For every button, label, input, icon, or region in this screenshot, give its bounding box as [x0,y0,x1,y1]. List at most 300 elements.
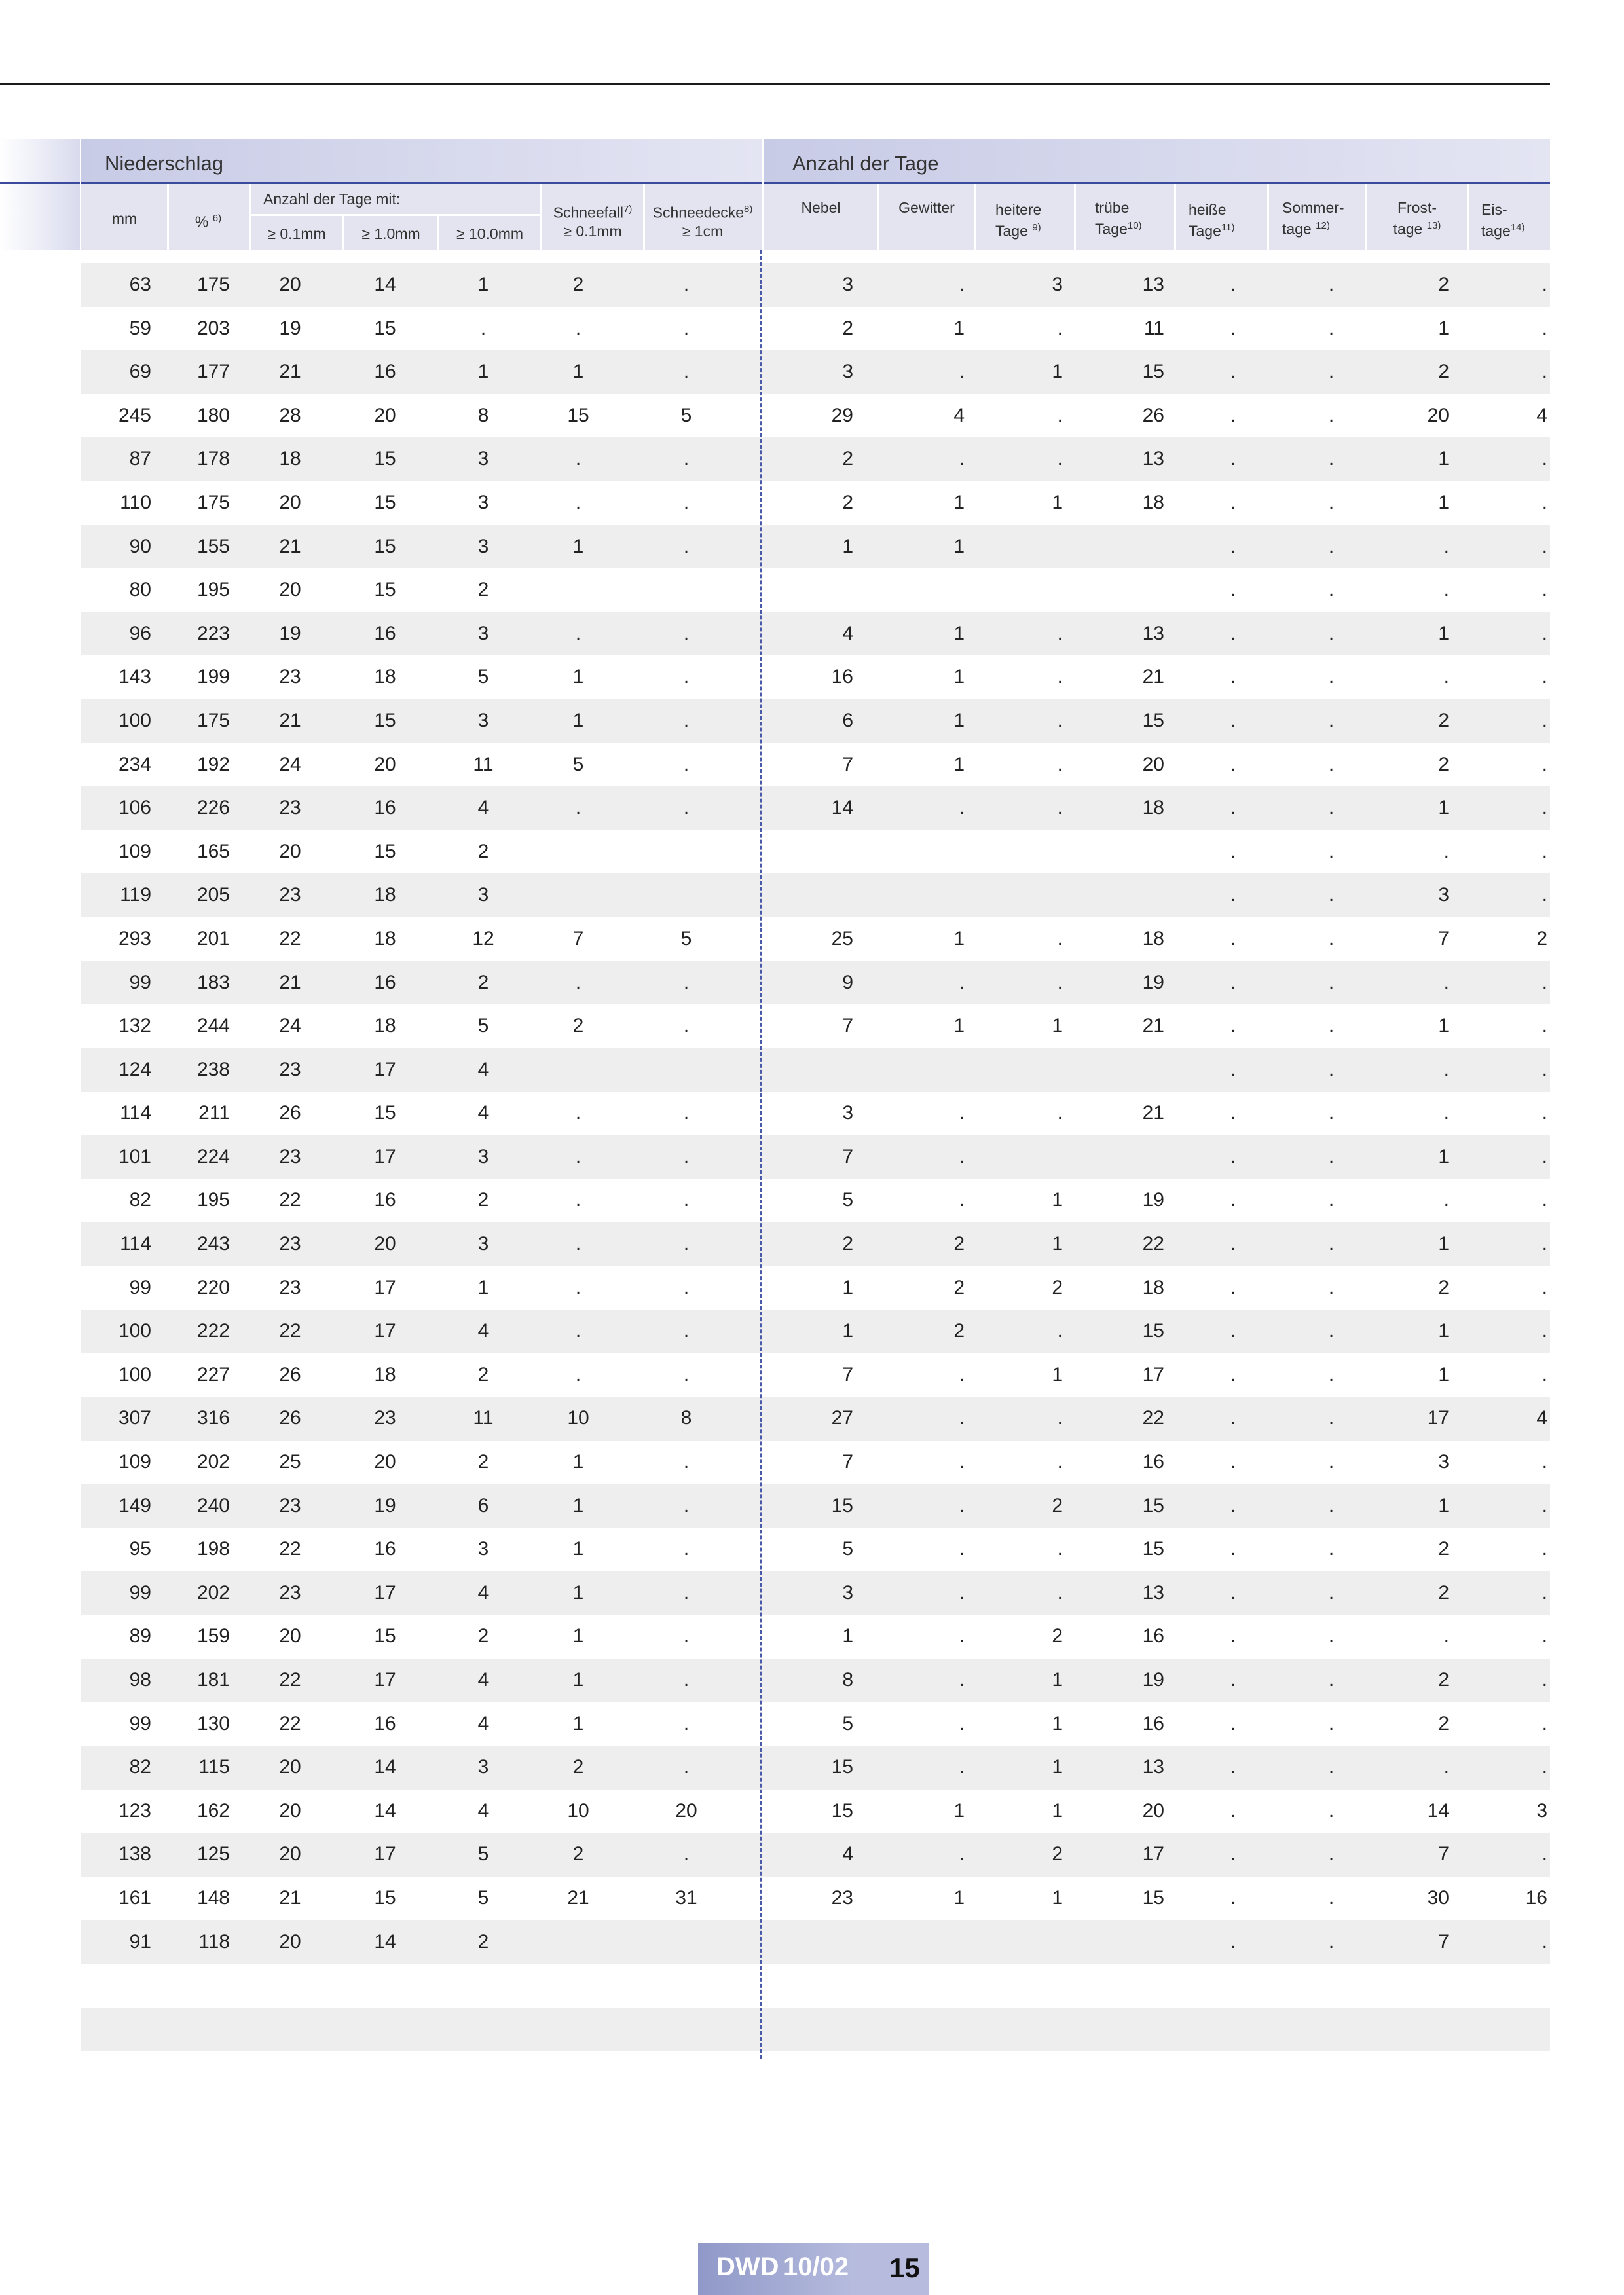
table-cell: 1 [1438,1363,1449,1386]
table-cell [1017,1964,1063,2008]
table-cell: 18 [279,448,301,470]
table-cell [264,1964,316,2008]
table-cell: 2 [1438,709,1449,731]
table-cell: . [1541,884,1547,906]
table-cell: 17 [1142,1843,1164,1865]
table-cell: . [1541,1102,1547,1124]
table-cell: 16 [374,971,396,993]
table-cell: . [1541,1015,1547,1037]
col-sep [1467,184,1469,250]
table-cell: 31 [675,1886,697,1909]
table-cell [552,2008,604,2051]
table-cell: . [1541,317,1547,339]
table-cell: . [683,971,690,993]
table-cell: . [1230,1669,1236,1691]
table-cell: 1 [1052,1669,1063,1691]
table-cell: 20 [279,840,301,862]
table-row [81,1004,1550,1048]
table-cell [1017,525,1063,569]
table-cell [660,2008,712,2051]
table-cell: 1 [1438,1233,1449,1255]
table-row [81,743,1550,787]
table-cell: . [1541,1276,1547,1298]
table-cell: . [1230,622,1236,644]
table-cell: . [1541,1843,1547,1865]
table-cell [919,1048,965,1092]
table-cell: 16 [374,1189,396,1211]
table-row [81,1441,1550,1484]
table-cell: 20 [1142,753,1164,775]
table-cell: . [1057,1451,1063,1473]
table-cell: 22 [279,1712,301,1735]
table-cell: 100 [118,1363,151,1386]
table-cell: 2 [1438,1712,1449,1735]
table-cell [552,830,604,874]
col-header-days-with: Anzahl der Tage mit: [263,191,401,208]
table-cell [81,2008,151,2051]
table-cell: 238 [196,1058,230,1080]
table-cell: 2 [572,1015,584,1037]
table-cell: . [959,1145,965,1167]
table-cell: 2 [477,1189,489,1211]
table-cell: 110 [120,491,151,513]
table-cell: . [1541,361,1547,383]
table-cell: . [959,361,965,383]
table-cell: . [1443,971,1449,993]
table-cell: 125 [196,1843,230,1865]
table-cell: 15 [831,1494,853,1516]
table-cell: 198 [196,1538,230,1560]
table-cell: . [1057,753,1063,775]
table-cell: . [1443,1189,1449,1211]
table-cell [172,1964,230,2008]
table-cell: 17 [374,1145,396,1167]
table-cell: . [1328,622,1335,644]
table-cell [800,830,853,874]
table-cell [264,2008,316,2051]
section-title-days: Anzahl der Tage [792,152,939,175]
table-cell: . [1230,1799,1236,1822]
table-cell: 2 [477,971,489,993]
table-cell: . [1057,709,1063,731]
table-cell: 7 [1438,1930,1449,1953]
table-row [81,1048,1550,1092]
table-row [81,699,1550,743]
table-cell: 175 [196,491,230,513]
table-cell: 21 [1142,1015,1164,1037]
table-cell: 1 [572,1451,584,1473]
table-row [81,1397,1550,1441]
table-cell: . [683,1102,690,1124]
table-cell: . [683,1145,690,1167]
table-cell: 19 [279,622,301,644]
footer-issue: 10/02 [783,2252,849,2281]
col-header-percent: % $^{6)}$ [194,213,222,230]
table-cell: 15 [831,1756,853,1778]
table-cell: . [1230,404,1236,426]
table-row [81,873,1550,917]
table-cell: 13 [1142,1581,1164,1604]
table-cell: 22 [279,927,301,949]
table-row [81,1266,1550,1310]
table-cell: 22 [279,1669,301,1691]
table-cell: 2 [477,840,489,862]
table-cell: 1 [842,1276,853,1298]
table-cell: 16 [374,1712,396,1735]
table-cell [1017,2008,1063,2051]
table-cell: . [1328,1799,1335,1822]
table-cell: . [683,361,690,383]
table-cell: 165 [196,840,230,862]
table-cell: . [1328,1843,1335,1865]
table-cell: 2 [1052,1494,1063,1516]
table-cell: 22 [279,1189,301,1211]
table-cell: 1 [1052,1233,1063,1255]
table-cell: 178 [196,448,230,470]
table-cell: 1 [1438,1145,1449,1167]
table-cell [1305,2008,1357,2051]
table-cell: 109 [118,840,151,862]
table-row [81,394,1550,438]
table-cell [552,873,604,917]
table-cell: 224 [196,1145,230,1167]
table-cell [1017,1048,1063,1092]
table-cell: 3 [477,622,489,644]
table-cell: 11 [1143,317,1164,339]
table-cell: 4 [1536,1407,1547,1429]
table-cell: . [575,1145,581,1167]
table-cell: . [1541,1233,1547,1255]
table-cell: 82 [129,1756,151,1778]
table-cell: 5 [680,404,692,426]
table-cell: 18 [374,1363,396,1386]
table-cell: 99 [129,971,151,993]
table-cell: . [1328,971,1335,993]
table-cell: 69 [129,361,151,383]
table-cell: 1 [1052,491,1063,513]
table-cell: 25 [831,927,853,949]
table-cell: 26 [279,1102,301,1124]
table-cell: 17 [374,1843,396,1865]
table-cell: 14 [831,797,853,819]
table-cell: . [1328,448,1335,470]
table-cell: 109 [118,1451,151,1473]
table-cell: 8 [680,1407,692,1429]
col-sep [167,184,169,250]
table-cell: 16 [374,1538,396,1560]
table-cell: . [1541,579,1547,601]
table-row [81,612,1550,656]
table-cell: . [683,1451,690,1473]
table-cell: 15 [831,1799,853,1822]
table-cell: 1 [1052,1799,1063,1822]
table-cell: 21 [279,535,301,557]
row-sep [249,214,540,216]
table-cell: . [1541,1189,1547,1211]
table-row [81,655,1550,699]
table-cell: . [1230,1102,1236,1124]
col-header-nebel: Nebel [801,199,841,216]
table-cell [919,1920,965,1964]
table-cell: 5 [477,1843,489,1865]
table-cell [660,830,712,874]
table-cell: 175 [196,274,230,295]
table-cell: 118 [198,1930,230,1953]
table-cell: . [1541,1145,1547,1167]
table-cell: . [959,1712,965,1735]
table-cell: 16 [1142,1451,1164,1473]
table-cell: 222 [196,1320,230,1342]
table-cell: 28 [279,404,301,426]
table-cell: 20 [374,753,396,775]
table-cell: 13 [1142,1756,1164,1778]
table-cell: 3 [477,1538,489,1560]
table-cell: 23 [374,1407,396,1429]
table-cell: 18 [374,666,396,688]
table-cell: 19 [374,1494,396,1516]
table-cell: 16 [374,361,396,383]
footer-label: DWD [716,2252,779,2281]
table-cell [1017,568,1063,612]
col-header-frost: Frost- tage $^{13)}$ [1393,199,1441,238]
table-cell: 15 [374,1625,396,1647]
table-cell: . [959,1102,965,1124]
table-cell: . [683,274,690,295]
table-cell: . [1328,1712,1335,1735]
table-cell: . [1230,1363,1236,1386]
table-cell: . [1328,1756,1335,1778]
table-cell: 2 [1438,753,1449,775]
table-cell: 124 [118,1058,151,1080]
table-row [81,1964,1550,2008]
table-cell [552,568,604,612]
table-cell: . [575,1320,581,1342]
table-cell: . [1057,797,1063,819]
table-cell [660,1048,712,1092]
table-cell: 4 [477,797,489,819]
table-cell: 3 [842,1581,853,1604]
table-cell: . [1328,1145,1335,1167]
table-cell: . [1230,535,1236,557]
table-cell: . [1328,579,1335,601]
table-cell: 11 [473,1407,494,1429]
table-cell: . [1541,274,1547,295]
table-cell: . [1230,666,1236,688]
table-cell: 100 [118,709,151,731]
table-cell: 3 [1052,274,1063,295]
table-cell: 20 [374,1451,396,1473]
table-cell: . [1541,1756,1547,1778]
table-cell: 8 [842,1669,853,1691]
footer-page-number: 15 [889,2252,920,2283]
table-cell: 1 [1052,1189,1063,1211]
table-cell: 3 [1438,1451,1449,1473]
table-cell: . [1230,1625,1236,1647]
table-cell: 161 [118,1886,151,1909]
table-cell: . [1541,666,1547,688]
table-cell: . [1057,1581,1063,1604]
table-cell: . [1230,1145,1236,1167]
table-cell: . [1541,491,1547,513]
table-cell: 20 [279,1625,301,1647]
table-cell: 15 [1142,361,1164,383]
table-cell: 3 [477,1145,489,1167]
table-cell: 23 [279,1233,301,1255]
table-cell [800,568,853,612]
table-cell: 20 [1142,1799,1164,1822]
table-row [81,568,1550,612]
table-cell: 181 [196,1669,230,1691]
table-cell: . [1541,1538,1547,1560]
table-cell: . [683,1843,690,1865]
table-cell: 244 [196,1015,230,1037]
col-sep [974,184,976,250]
table-cell [919,873,965,917]
table-cell: 99 [129,1712,151,1735]
table-cell: 203 [196,317,230,339]
table-cell: . [683,1189,690,1211]
table-cell: . [1328,1233,1335,1255]
table-row [81,1746,1550,1790]
table-cell: 80 [129,579,151,601]
table-cell: 20 [279,1799,301,1822]
table-row [81,1920,1550,1964]
table-cell: 2 [477,579,489,601]
table-cell: 183 [196,971,230,993]
table-row [81,1571,1550,1615]
table-cell: 7 [842,1363,853,1386]
table-cell: 3 [842,1102,853,1124]
table-cell: 23 [279,884,301,906]
table-cell [1482,2008,1547,2051]
table-cell: 91 [129,1930,151,1953]
table-cell: . [1443,1625,1449,1647]
table-cell: . [1328,666,1335,688]
table-cell: 18 [374,1015,396,1037]
table-cell: 21 [1142,666,1164,688]
table-cell: 177 [196,361,230,383]
table-cell [457,2008,509,2051]
table-cell: 23 [279,797,301,819]
table-cell: . [1230,1320,1236,1342]
table-cell: 1 [572,1494,584,1516]
table-cell: 1 [572,535,584,557]
table-cell: 23 [279,1581,301,1604]
table-cell: 1 [953,491,965,513]
table-cell: 205 [196,884,230,906]
table-cell: 3 [842,274,853,295]
table-cell: 23 [279,1276,301,1298]
table-cell: 195 [196,579,230,601]
table-row [81,1790,1550,1833]
table-cell: . [1541,753,1547,775]
table-cell: 5 [477,1015,489,1037]
table-cell: . [1328,1930,1335,1953]
table-cell [919,2008,965,2051]
table-cell: 98 [129,1669,151,1691]
table-cell: 7 [842,1015,853,1037]
table-cell: 7 [572,927,584,949]
table-cell: 1 [1438,1494,1449,1516]
table-cell: . [1328,491,1335,513]
table-cell [1122,1964,1164,2008]
table-cell: 1 [477,274,489,295]
table-cell: . [1328,1669,1335,1691]
table-cell: 7 [1438,1843,1449,1865]
table-row [81,1659,1550,1702]
table-row [81,263,1550,307]
table-cell [660,568,712,612]
table-cell [356,2008,415,2051]
table-cell: 1 [953,927,965,949]
table-cell: 21 [279,361,301,383]
table-cell [919,568,965,612]
col-header-sommer: Sommer- tage $^{12)}$ [1282,199,1344,238]
table-cell: 24 [279,1015,301,1037]
table-cell: 13 [1142,274,1164,295]
table-cell: 149 [118,1494,151,1516]
col-header-eis: Eis- tage$^{14)}$ [1481,201,1525,240]
table-cell: . [1328,274,1335,295]
table-cell: 20 [279,491,301,513]
table-cell: 1 [1438,1320,1449,1342]
table-cell [1207,2008,1259,2051]
table-cell: . [1230,1015,1236,1037]
table-cell [81,1964,151,2008]
table-cell: 1 [572,361,584,383]
table-cell: . [683,1233,690,1255]
table-cell: . [1541,971,1547,993]
table-cell [1122,568,1164,612]
table-cell: 199 [196,666,230,688]
table-cell: 1 [572,709,584,731]
table-cell: 4 [953,404,965,426]
table-cell: 130 [196,1712,230,1735]
table-cell [800,2008,853,2051]
table-cell: . [1230,1756,1236,1778]
table-cell: 1 [1438,622,1449,644]
table-cell: 5 [477,1886,489,1909]
table-row [81,1179,1550,1222]
table-cell: 2 [842,1233,853,1255]
table-cell: 2 [953,1276,965,1298]
table-cell: 20 [279,274,301,295]
table-row [81,1310,1550,1353]
table-cell: . [1541,448,1547,470]
table-cell [919,1964,965,2008]
table-cell [1207,1964,1259,2008]
table-cell: . [1230,1058,1236,1080]
table-row [81,917,1550,961]
table-cell: 22 [1142,1407,1164,1429]
table-cell: 114 [120,1102,151,1124]
table-cell: 1 [1438,448,1449,470]
table-cell: 3 [477,1233,489,1255]
table-cell: . [959,1625,965,1647]
table-cell: 4 [477,1581,489,1604]
table-cell: . [1328,1058,1335,1080]
table-cell: 1 [572,666,584,688]
table-cell: . [1230,274,1236,295]
table-cell: 2 [477,1451,489,1473]
table-cell: 87 [129,448,151,470]
table-cell: . [1443,1756,1449,1778]
table-cell: . [1328,1625,1335,1647]
table-cell: 21 [279,971,301,993]
table-cell: 2 [1438,1581,1449,1604]
table-cell: . [959,1538,965,1560]
table-cell: 14 [1427,1799,1449,1822]
